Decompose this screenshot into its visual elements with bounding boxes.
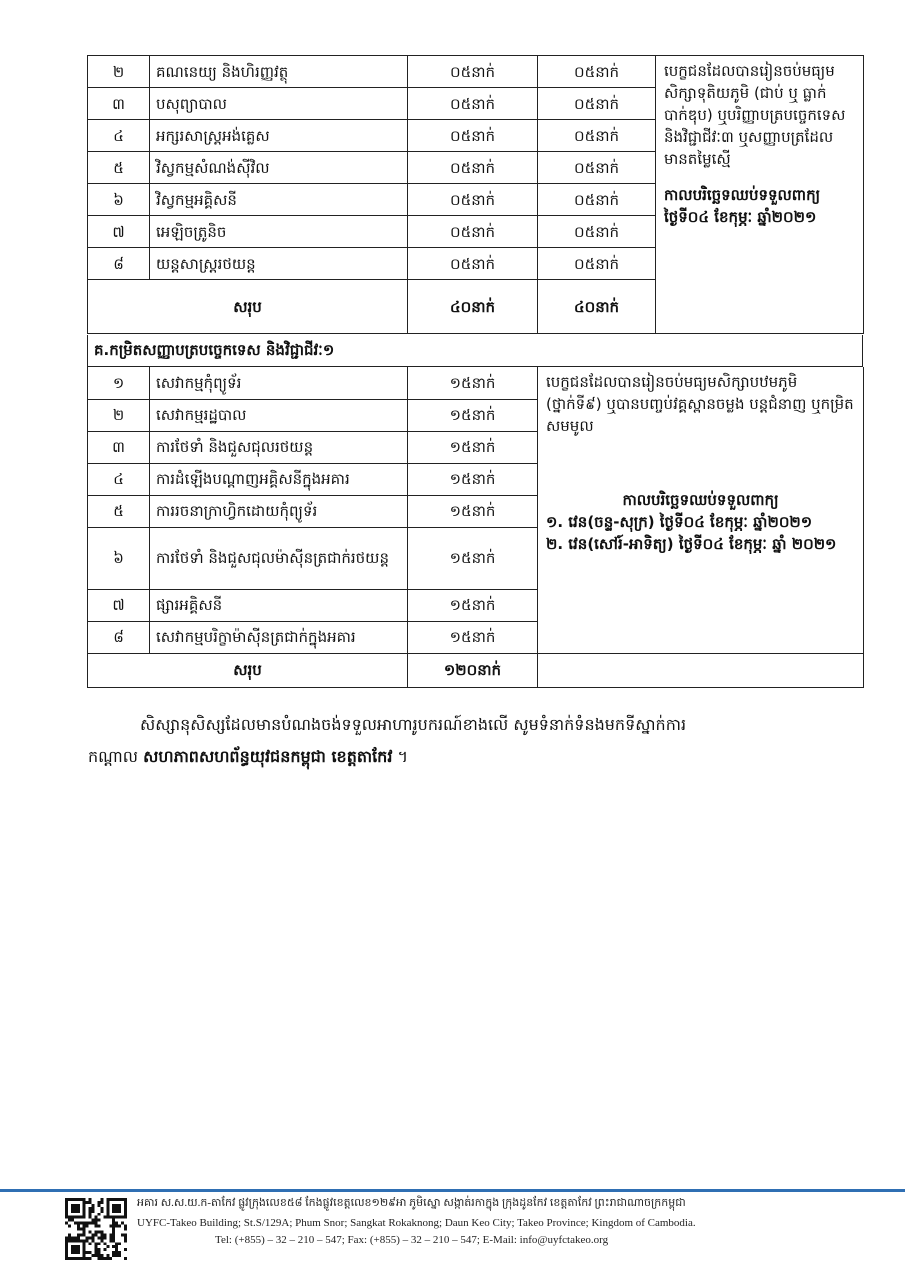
program-name: ផ្សារអគ្គិសនី xyxy=(150,589,408,621)
empty-cell xyxy=(538,653,864,687)
program-name: អេឡិចត្រូនិច xyxy=(150,216,408,248)
row-number: ៣ xyxy=(88,88,150,120)
quota-value: ១៥នាក់ xyxy=(408,399,538,431)
requirement-note xyxy=(538,367,864,653)
quota-table-lower xyxy=(87,367,864,688)
program-name: ការរចនាក្រាហ្វិកដោយកុំព្យូទ័រ xyxy=(150,495,408,527)
requirement-text: បេក្ខជនដែលបានរៀនចប់មធ្យមសិក្សាបឋមភូមិ (ថ្នាក់ទី៩) ឬបានបញ្ចប់វគ្គស្ពានចម្លង បន្តជំនាញ ឬកម្រិតសមមូល xyxy=(546,373,854,435)
table-row xyxy=(88,56,864,88)
quota-table-upper xyxy=(87,55,864,334)
footer-divider xyxy=(0,1189,905,1192)
contact-paragraph-line1: សិស្សានុសិស្សដែលមានបំណងចង់ទទួលអាហារូបករណ៍ខាងលើ សូមទំនាក់ទំនងមកទីស្នាក់ការ xyxy=(140,715,687,734)
quota-value: ១៥នាក់ xyxy=(408,589,538,621)
row-number: ៤ xyxy=(88,463,150,495)
row-number: ៧ xyxy=(88,589,150,621)
program-name: អក្សរសាស្ត្រអង់គ្លេស xyxy=(150,120,408,152)
program-name: វិស្វកម្មសំណង់ស៊ីវិល xyxy=(150,152,408,184)
total-label: សរុប xyxy=(88,280,408,334)
row-number: ៧ xyxy=(88,216,150,248)
quota-value: ០៥នាក់ xyxy=(538,216,656,248)
table-row xyxy=(88,367,864,399)
total-row xyxy=(88,653,864,687)
total-label: សរុប xyxy=(88,653,408,687)
footer-address-english: UYFC-Takeo Building; St.S/129A; Phum Snor; Sangkat Rokaknong; Daun Keo City; Takeo Province; Kingdom of Cambodia. xyxy=(137,1217,696,1229)
total-value: ៤០នាក់ xyxy=(408,280,538,334)
program-name: ការដំឡើងបណ្តាញអគ្គិសនីក្នុងអគារ xyxy=(150,463,408,495)
qr-code-icon xyxy=(65,1198,127,1260)
quota-value: ១៥នាក់ xyxy=(408,431,538,463)
quota-value: ១៥នាក់ xyxy=(408,463,538,495)
program-name: គណនេយ្យ និងហិរញ្ញវត្ថុ xyxy=(150,56,408,88)
total-value: ៤០នាក់ xyxy=(538,280,656,334)
paragraph-text: កណ្តាល xyxy=(88,747,144,766)
row-number: ១ xyxy=(88,367,150,399)
row-number: ៥ xyxy=(88,152,150,184)
program-name: ការថែទាំ និងជួសជុលរថយន្ត xyxy=(150,431,408,463)
requirement-note xyxy=(656,56,864,334)
row-number: ៨ xyxy=(88,621,150,653)
deadline-title: កាលបរិច្ឆេទឈប់ទទួលពាក្យ xyxy=(622,491,779,509)
footer-address-khmer: អគារ ស.ស.យ.ក-តាកែវ ផ្លូវក្រុងលេខ៥៨ កែងផ្លូវខេត្តលេខ១២៩អា ភូមិស្នោ សង្កាត់រកាក្នុង ក្រុងដូនកែវ ខេត្តតាកែវ ព្រះរាជាណាចក្រកម្ពុជា xyxy=(137,1197,686,1209)
requirement-text: បេក្ខជនដែលបានរៀនចប់មធ្យមសិក្សាទុតិយភូមិ (ជាប់ ឬ ធ្លាក់បាក់ឌុប) ឬបរិញ្ញាបត្របច្ចេកទេស និងវិជ្ជាជីវៈ៣ ឬសញ្ញាបត្រដែលមានតម្លៃស្មើ xyxy=(664,62,846,168)
program-name: សេវាកម្មរដ្ឋបាល xyxy=(150,399,408,431)
quota-value: ០៥នាក់ xyxy=(538,88,656,120)
quota-value: ០៥នាក់ xyxy=(408,56,538,88)
program-name: យន្តសាស្ត្ររថយន្ត xyxy=(150,248,408,280)
deadline-text: កាលបរិច្ឆេទឈប់ទទួលពាក្យ ថ្ងៃទី០៤ ខែកុម្ភៈ ឆ្នាំ២០២១ xyxy=(664,186,821,226)
deadline-shift-1: ១. វេន(ចន្ទ-សុក្រ) ថ្ងៃទី០៤ ខែកុម្ភៈ ឆ្នាំ២០២១ xyxy=(546,513,813,531)
row-number: ៣ xyxy=(88,431,150,463)
quota-value: ១៥នាក់ xyxy=(408,367,538,399)
row-number: ៦ xyxy=(88,184,150,216)
row-number: ៥ xyxy=(88,495,150,527)
total-value: ១២០នាក់ xyxy=(408,653,538,687)
quota-value: ០៥នាក់ xyxy=(538,152,656,184)
organization-name: សហភាពសហព័ន្ធយុវជនកម្ពុជា ខេត្តតាកែវ xyxy=(143,747,393,766)
quota-value: ០៥នាក់ xyxy=(538,56,656,88)
quota-value: ០៥នាក់ xyxy=(408,120,538,152)
row-number: ២ xyxy=(88,56,150,88)
program-name: សេវាកម្មកុំព្យូទ័រ xyxy=(150,367,408,399)
section-title-level-c: គ.កម្រិតសញ្ញាបត្របច្ចេកទេស និងវិជ្ជាជីវៈ១ xyxy=(87,335,863,367)
quota-value: ១៥នាក់ xyxy=(408,495,538,527)
quota-value: ០៥នាក់ xyxy=(408,216,538,248)
quota-value: ០៥នាក់ xyxy=(408,88,538,120)
quota-value: ០៥នាក់ xyxy=(538,184,656,216)
footer-contact: Tel: (+855) – 32 – 210 – 547; Fax: (+855) – 32 – 210 – 547; E-Mail: info@uyfctakeo.org xyxy=(215,1234,609,1246)
quota-value: ០៥នាក់ xyxy=(538,248,656,280)
quota-value: ០៥នាក់ xyxy=(408,184,538,216)
contact-paragraph-line2 xyxy=(88,740,868,774)
quota-value: ១៥នាក់ xyxy=(408,527,538,589)
row-number: ៤ xyxy=(88,120,150,152)
row-number: ៨ xyxy=(88,248,150,280)
program-name: ការថែទាំ និងជួសជុលម៉ាស៊ីនត្រជាក់រថយន្ត xyxy=(150,527,408,589)
row-number: ២ xyxy=(88,399,150,431)
deadline-shift-2: ២. វេន(សៅរ៍-អាទិត្យ) ថ្ងៃទី០៤ ខែកុម្ភៈ ឆ្នាំ ២០២១ xyxy=(546,535,837,553)
program-name: បសុព្យាបាល xyxy=(150,88,408,120)
quota-value: ០៥នាក់ xyxy=(408,248,538,280)
quota-value: ១៥នាក់ xyxy=(408,621,538,653)
row-number: ៦ xyxy=(88,527,150,589)
paragraph-end: ។ xyxy=(392,747,409,766)
program-name: វិស្វកម្មអគ្គិសនី xyxy=(150,184,408,216)
quota-value: ០៥នាក់ xyxy=(408,152,538,184)
program-name: សេវាកម្មបរិក្ខាម៉ាស៊ីនត្រជាក់ក្នុងអគារ xyxy=(150,621,408,653)
quota-value: ០៥នាក់ xyxy=(538,120,656,152)
